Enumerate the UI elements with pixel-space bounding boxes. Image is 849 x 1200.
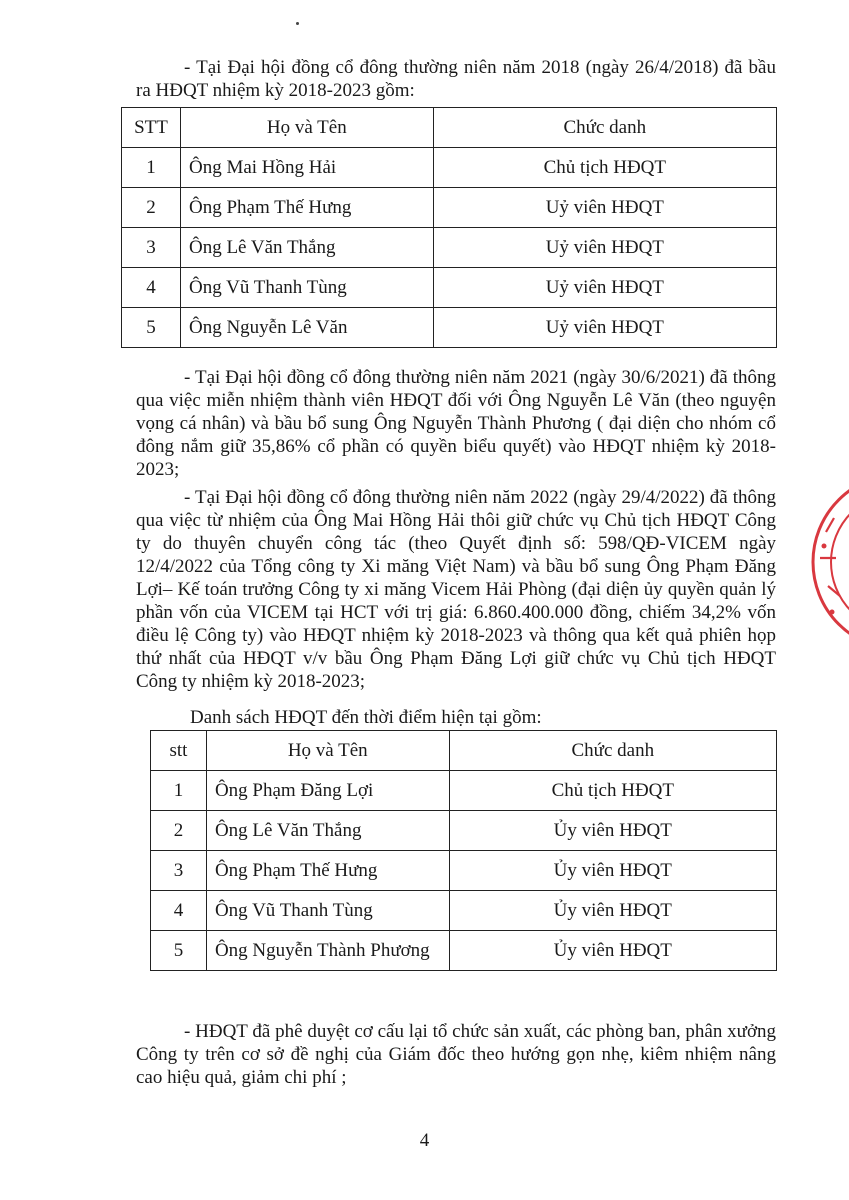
table-row [151,891,777,931]
member-title: Chủ tịch HĐQT [449,771,776,811]
row-number: 5 [122,308,181,348]
current-board-caption: Danh sách HĐQT đến thời điểm hiện tại gồm: [190,707,542,728]
table-row [122,268,777,308]
member-title: Chủ tịch HĐQT [433,148,776,188]
table-row [151,851,777,891]
page-number: 4 [419,1130,430,1151]
member-name: Ông Phạm Thế Hưng [206,851,449,891]
member-title: Ủy viên HĐQT [449,931,776,971]
row-number: 3 [151,851,207,891]
table-row [122,188,777,228]
table-header-row [122,108,777,148]
paragraph-agm-2021: - Tại Đại hội đồng cổ đông thường niên năm 2021 (ngày 30/6/2021) đã thông qua việc miễn nhiệm thành viên HĐQT đối với Ông Nguyễn Lê Văn (theo nguyện vọng cá nhân) và bầu bổ sung Ông Nguyễn Thành Phương ( đại diện cho nhóm cổ đông nắm giữ 35,86% cổ phần có quyền biểu quyết) vào HĐQT nhiệm kỳ 2018-2023; [136,367,776,480]
company-seal-icon [806,462,849,662]
table-row [122,308,777,348]
header-name: Họ và Tên [180,108,433,148]
row-number: 5 [151,931,207,971]
member-name: Ông Vũ Thanh Tùng [180,268,433,308]
member-name: Ông Vũ Thanh Tùng [206,891,449,931]
table-row [151,771,777,811]
header-stt: STT [122,108,181,148]
member-name: Ông Lê Văn Thắng [206,811,449,851]
member-title: Uỷ viên HĐQT [433,188,776,228]
table-row [122,148,777,188]
row-number: 2 [151,811,207,851]
row-number: 2 [122,188,181,228]
header-stt: stt [151,731,207,771]
member-title: Uỷ viên HĐQT [433,308,776,348]
member-name: Ông Nguyễn Thành Phương [206,931,449,971]
member-title: Uỷ viên HĐQT [433,228,776,268]
board-table-2018 [121,107,777,348]
row-number: 3 [122,228,181,268]
row-number: 1 [151,771,207,811]
member-title: Uỷ viên HĐQT [433,268,776,308]
member-title: Ủy viên HĐQT [449,811,776,851]
header-name: Họ và Tên [206,731,449,771]
row-number: 4 [122,268,181,308]
member-name: Ông Lê Văn Thắng [180,228,433,268]
member-name: Ông Phạm Thế Hưng [180,188,433,228]
scan-speck [296,22,299,25]
row-number: 1 [122,148,181,188]
header-title: Chức danh [449,731,776,771]
board-table-current [150,730,777,971]
table-header-row [151,731,777,771]
member-name: Ông Phạm Đăng Lợi [206,771,449,811]
member-name: Ông Nguyễn Lê Văn [180,308,433,348]
member-title: Ủy viên HĐQT [449,851,776,891]
member-name: Ông Mai Hồng Hải [180,148,433,188]
paragraph-agm-2022: - Tại Đại hội đồng cổ đông thường niên năm 2022 (ngày 29/4/2022) đã thông qua việc từ nhiệm của Ông Mai Hồng Hải thôi giữ chức vụ Chủ tịch HĐQT Công ty do thuyên chuyển công tác (theo Quyết định số: 598/QĐ-VICEM ngày 12/4/2022 của Tổng công ty Xi măng Việt Nam) và bầu bổ sung Ông Phạm Đăng Lợi– Kế toán trưởng Công ty xi măng Vicem Hải Phòng (đại diện ủy quyền quản lý phần vốn của VICEM tại HCT với trị giá: 6.860.400.000 đồng, chiếm 34,2% vốn điều lệ Công ty) vào HĐQT nhiệm kỳ 2018-2023 và thông qua kết quả phiên họp thứ nhất của HĐQT v/v bầu Ông Phạm Đăng Lợi giữ chức vụ Chủ tịch HĐQT Công ty nhiệm kỳ 2018-2023; [136,487,776,692]
member-title: Ủy viên HĐQT [449,891,776,931]
row-number: 4 [151,891,207,931]
table-row [151,811,777,851]
paragraph-restructuring: - HĐQT đã phê duyệt cơ cấu lại tổ chức sản xuất, các phòng ban, phân xưởng Công ty trên cơ sở đề nghị của Giám đốc theo hướng gọn nhẹ, kiêm nhiệm nâng cao hiệu quả, giảm chi phí ; [136,1021,776,1088]
header-title: Chức danh [433,108,776,148]
table-row [122,228,777,268]
table-row [151,931,777,971]
paragraph-agm-2018: - Tại Đại hội đồng cổ đông thường niên năm 2018 (ngày 26/4/2018) đã bầu ra HĐQT nhiệm kỳ 2018-2023 gồm: [136,57,776,101]
